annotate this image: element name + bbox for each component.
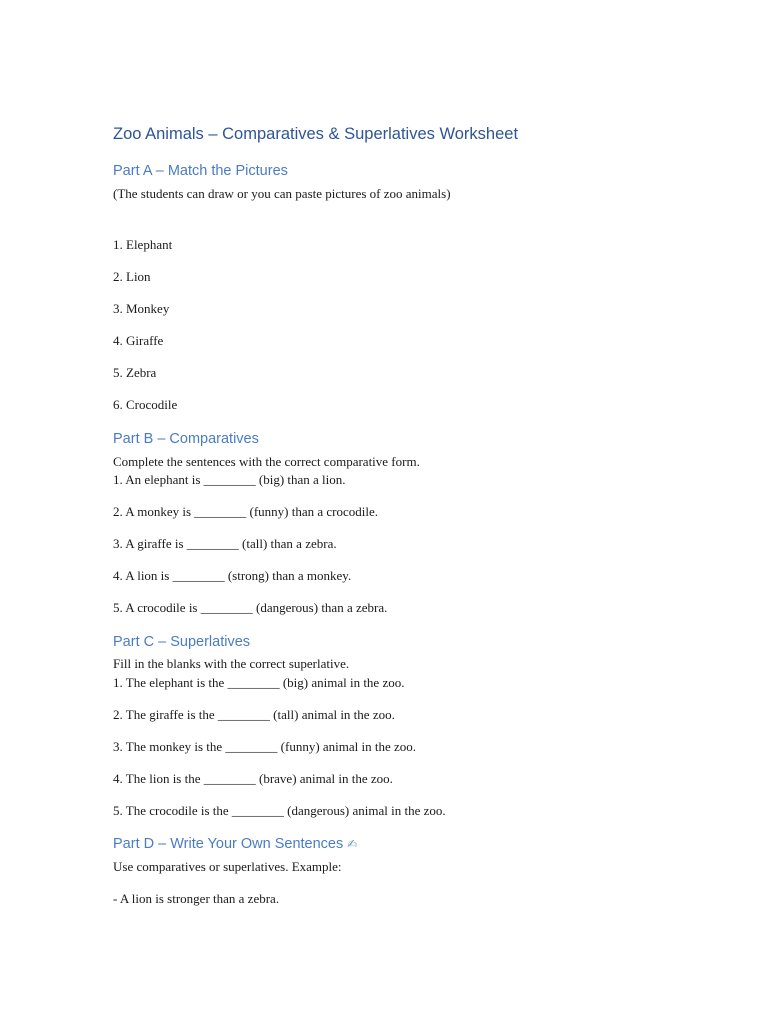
- part-c-instruction: Fill in the blanks with the correct superlative.: [113, 656, 350, 671]
- part-b-sentence-3: 3. A giraffe is ________ (tall) than a zebra.: [113, 536, 337, 551]
- pencil-icon: ✍: [347, 837, 358, 851]
- part-a-item-giraffe: 4. Giraffe: [113, 333, 164, 348]
- part-c-sentence-1: 1. The elephant is the ________ (big) animal in the zoo.: [113, 675, 405, 690]
- part-a-item-lion: 2. Lion: [113, 269, 151, 284]
- part-a-item-elephant: 1. Elephant: [113, 237, 173, 252]
- part-d-example: - A lion is stronger than a zebra.: [113, 891, 280, 906]
- part-b-instruction: Complete the sentences with the correct comparative form.: [113, 454, 420, 469]
- part-b-sentence-1: 1. An elephant is ________ (big) than a lion.: [113, 472, 346, 487]
- part-a-note: (The students can draw or you can paste pictures of zoo animals): [113, 186, 451, 201]
- worksheet-title: Zoo Animals – Comparatives & Superlatives Worksheet: [113, 125, 519, 143]
- part-c-sentence-4: 4. The lion is the ________ (brave) animal in the zoo.: [113, 771, 393, 786]
- part-b-sentence-4: 4. A lion is ________ (strong) than a monkey.: [113, 568, 352, 583]
- part-a-item-crocodile: 6. Crocodile: [113, 397, 178, 412]
- part-d-heading: Part D – Write Your Own Sentences: [113, 836, 344, 852]
- part-b-sentence-2: 2. A monkey is ________ (funny) than a crocodile.: [113, 504, 379, 519]
- part-c-sentence-5: 5. The crocodile is the ________ (dangerous) animal in the zoo.: [113, 803, 446, 818]
- part-b-sentence-5: 5. A crocodile is ________ (dangerous) than a zebra.: [113, 600, 388, 615]
- part-c-sentence-3: 3. The monkey is the ________ (funny) animal in the zoo.: [113, 739, 417, 754]
- part-d-instruction: Use comparatives or superlatives. Example:: [113, 859, 342, 874]
- part-a-heading: Part A – Match the Pictures: [113, 163, 288, 179]
- part-d-heading-row: [113, 836, 357, 852]
- part-a-item-zebra: 5. Zebra: [113, 365, 157, 380]
- part-b-heading: Part B – Comparatives: [113, 431, 259, 447]
- part-c-sentence-2: 2. The giraffe is the ________ (tall) animal in the zoo.: [113, 707, 395, 722]
- part-a-item-monkey: 3. Monkey: [113, 301, 170, 316]
- part-c-heading: Part C – Superlatives: [113, 634, 251, 650]
